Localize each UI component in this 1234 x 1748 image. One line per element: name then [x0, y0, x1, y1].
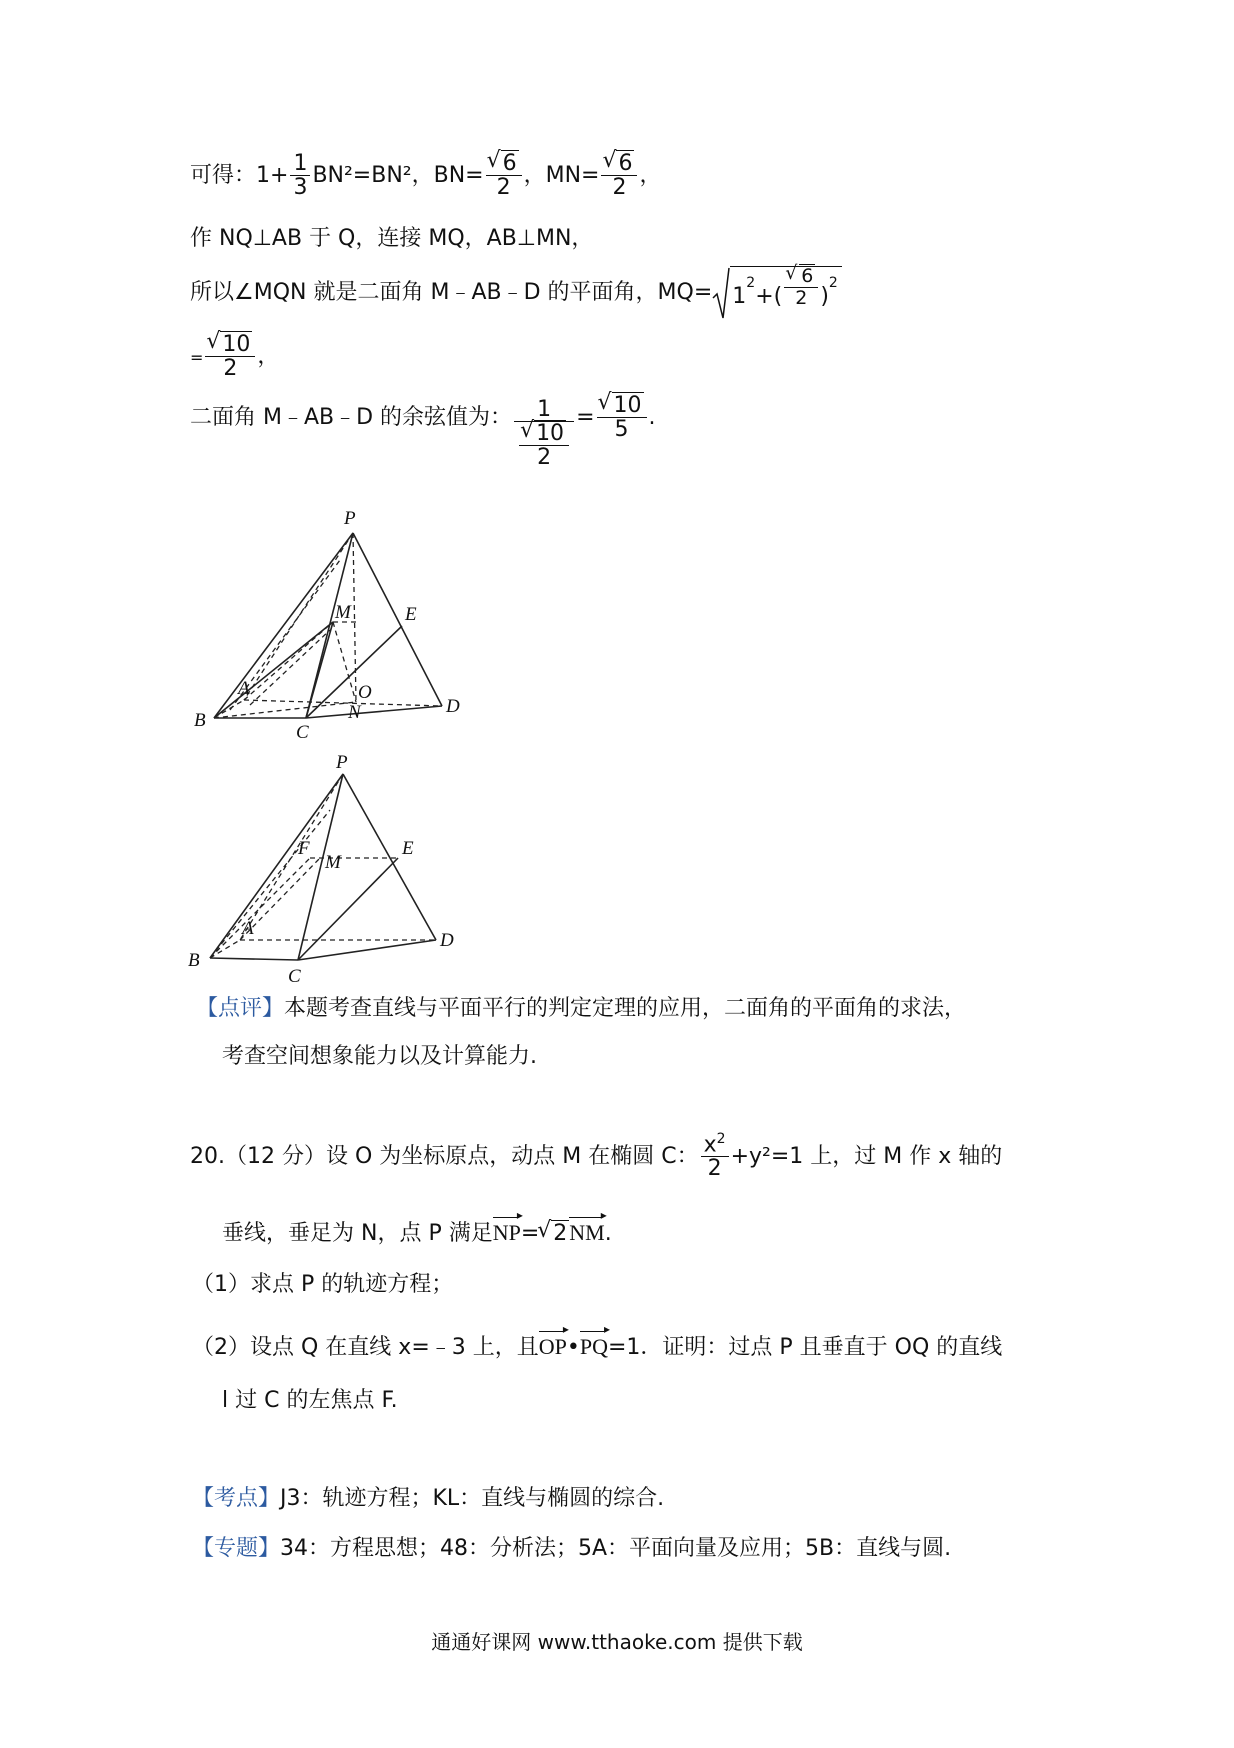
kaodian-line: 【考点】J3：轨迹方程；KL：直线与椭圆的综合.: [192, 1486, 665, 1511]
label-A: A: [242, 918, 254, 939]
label-C: C: [296, 722, 309, 740]
vector-PQ: PQ ▸: [580, 1330, 608, 1360]
question-2: （2）设点 Q 在直线 x=﹣3 上，且OP ▸•PQ ▸=1．证明：过点 P 且垂直于 OQ 的直线: [192, 1330, 1002, 1361]
review-line-1: 【点评】本题考查直线与平面平行的判定定理的应用，二面角的平面角的求法，: [196, 996, 967, 1021]
label-O: O: [358, 682, 372, 703]
vector-NM: NM ▸: [569, 1216, 604, 1246]
label-A: A: [238, 678, 250, 699]
label-P: P: [336, 752, 348, 773]
solution-line-2: 作 NQ⊥AB 于 Q，连接 MQ，AB⊥MN，: [190, 226, 594, 251]
label-D: D: [440, 930, 454, 951]
complex-fraction: 1 √ $\frac{10}{2}$: [514, 398, 574, 470]
label-B: B: [194, 710, 206, 731]
label-B: B: [188, 950, 200, 971]
sqrt-expression: $1^2+$( √ $\frac{6}{2}$ )$^2$: [712, 266, 842, 320]
label-E: E: [402, 838, 414, 859]
solution-line-4: = √ $\frac{10}{2}$ ，: [190, 333, 279, 381]
question-1: （1）求点 P 的轨迹方程；: [192, 1272, 454, 1297]
fraction: √ $\frac{6}{2}$: [601, 152, 637, 200]
fraction: √ $\frac{10}{5}$: [597, 394, 647, 442]
review-tag: 【点评】: [196, 996, 285, 1021]
fraction: $\frac{x^2}{2}$: [701, 1132, 729, 1182]
fraction: √ $\frac{6}{2}$: [486, 152, 522, 200]
pyramid-figure-1: [180, 500, 480, 740]
label-C: C: [288, 966, 301, 987]
problem-20-line-1: 20.（12 分）设 O 为坐标原点，动点 M 在椭圆 C： $\frac{x^2}{2}$ +y²=1 上，过 M 作 x 轴的: [190, 1131, 1003, 1182]
label-N: N: [348, 702, 361, 723]
kaodian-tag: 【考点】: [192, 1486, 281, 1511]
solution-line-5: 二面角 M﹣AB﹣D 的余弦值为： 1 √ $\frac{10}{2}$ = √ $\frac{10}{5}$ .: [190, 398, 656, 470]
page-footer: 通通好课网 www.tthaoke.com 提供下载: [431, 1630, 803, 1654]
solution-line-3: 所以∠MQN 就是二面角 M﹣AB﹣D 的平面角，MQ= $1^2+$( √ $\frac{6}{2}$ )$^2$: [190, 266, 842, 320]
problem-20-line-2: 垂线，垂足为 N，点 P 满足NP ▸=√ 2NM ▸.: [222, 1216, 612, 1247]
label-E: E: [405, 604, 417, 625]
vector-NP: NP ▸: [493, 1216, 521, 1246]
review-line-2: 考查空间想象能力以及计算能力.: [222, 1044, 537, 1069]
solution-line-1: 可得：1+ $\frac{1}{3}$ BN²=BN²，BN= √ $\frac{6}{2}$ ，MN= √ $\frac{6}{2}$ ，: [190, 152, 661, 200]
vector-OP: OP ▸: [539, 1330, 567, 1360]
label-D: D: [446, 696, 460, 717]
pyramid-figure-2: [180, 750, 480, 990]
fraction: √ $\frac{10}{2}$: [205, 333, 255, 381]
fraction: $\frac{1}{3}$: [290, 152, 310, 200]
label-F: F: [298, 838, 310, 859]
label-M: M: [335, 602, 351, 623]
label-M: M: [325, 852, 341, 873]
label-P: P: [344, 508, 356, 529]
question-2-continued: l 过 C 的左焦点 F.: [222, 1388, 398, 1413]
zhuanti-line: 【专题】34：方程思想；48：分析法；5A：平面向量及应用；5B：直线与圆.: [192, 1536, 952, 1561]
zhuanti-tag: 【专题】: [192, 1536, 281, 1561]
